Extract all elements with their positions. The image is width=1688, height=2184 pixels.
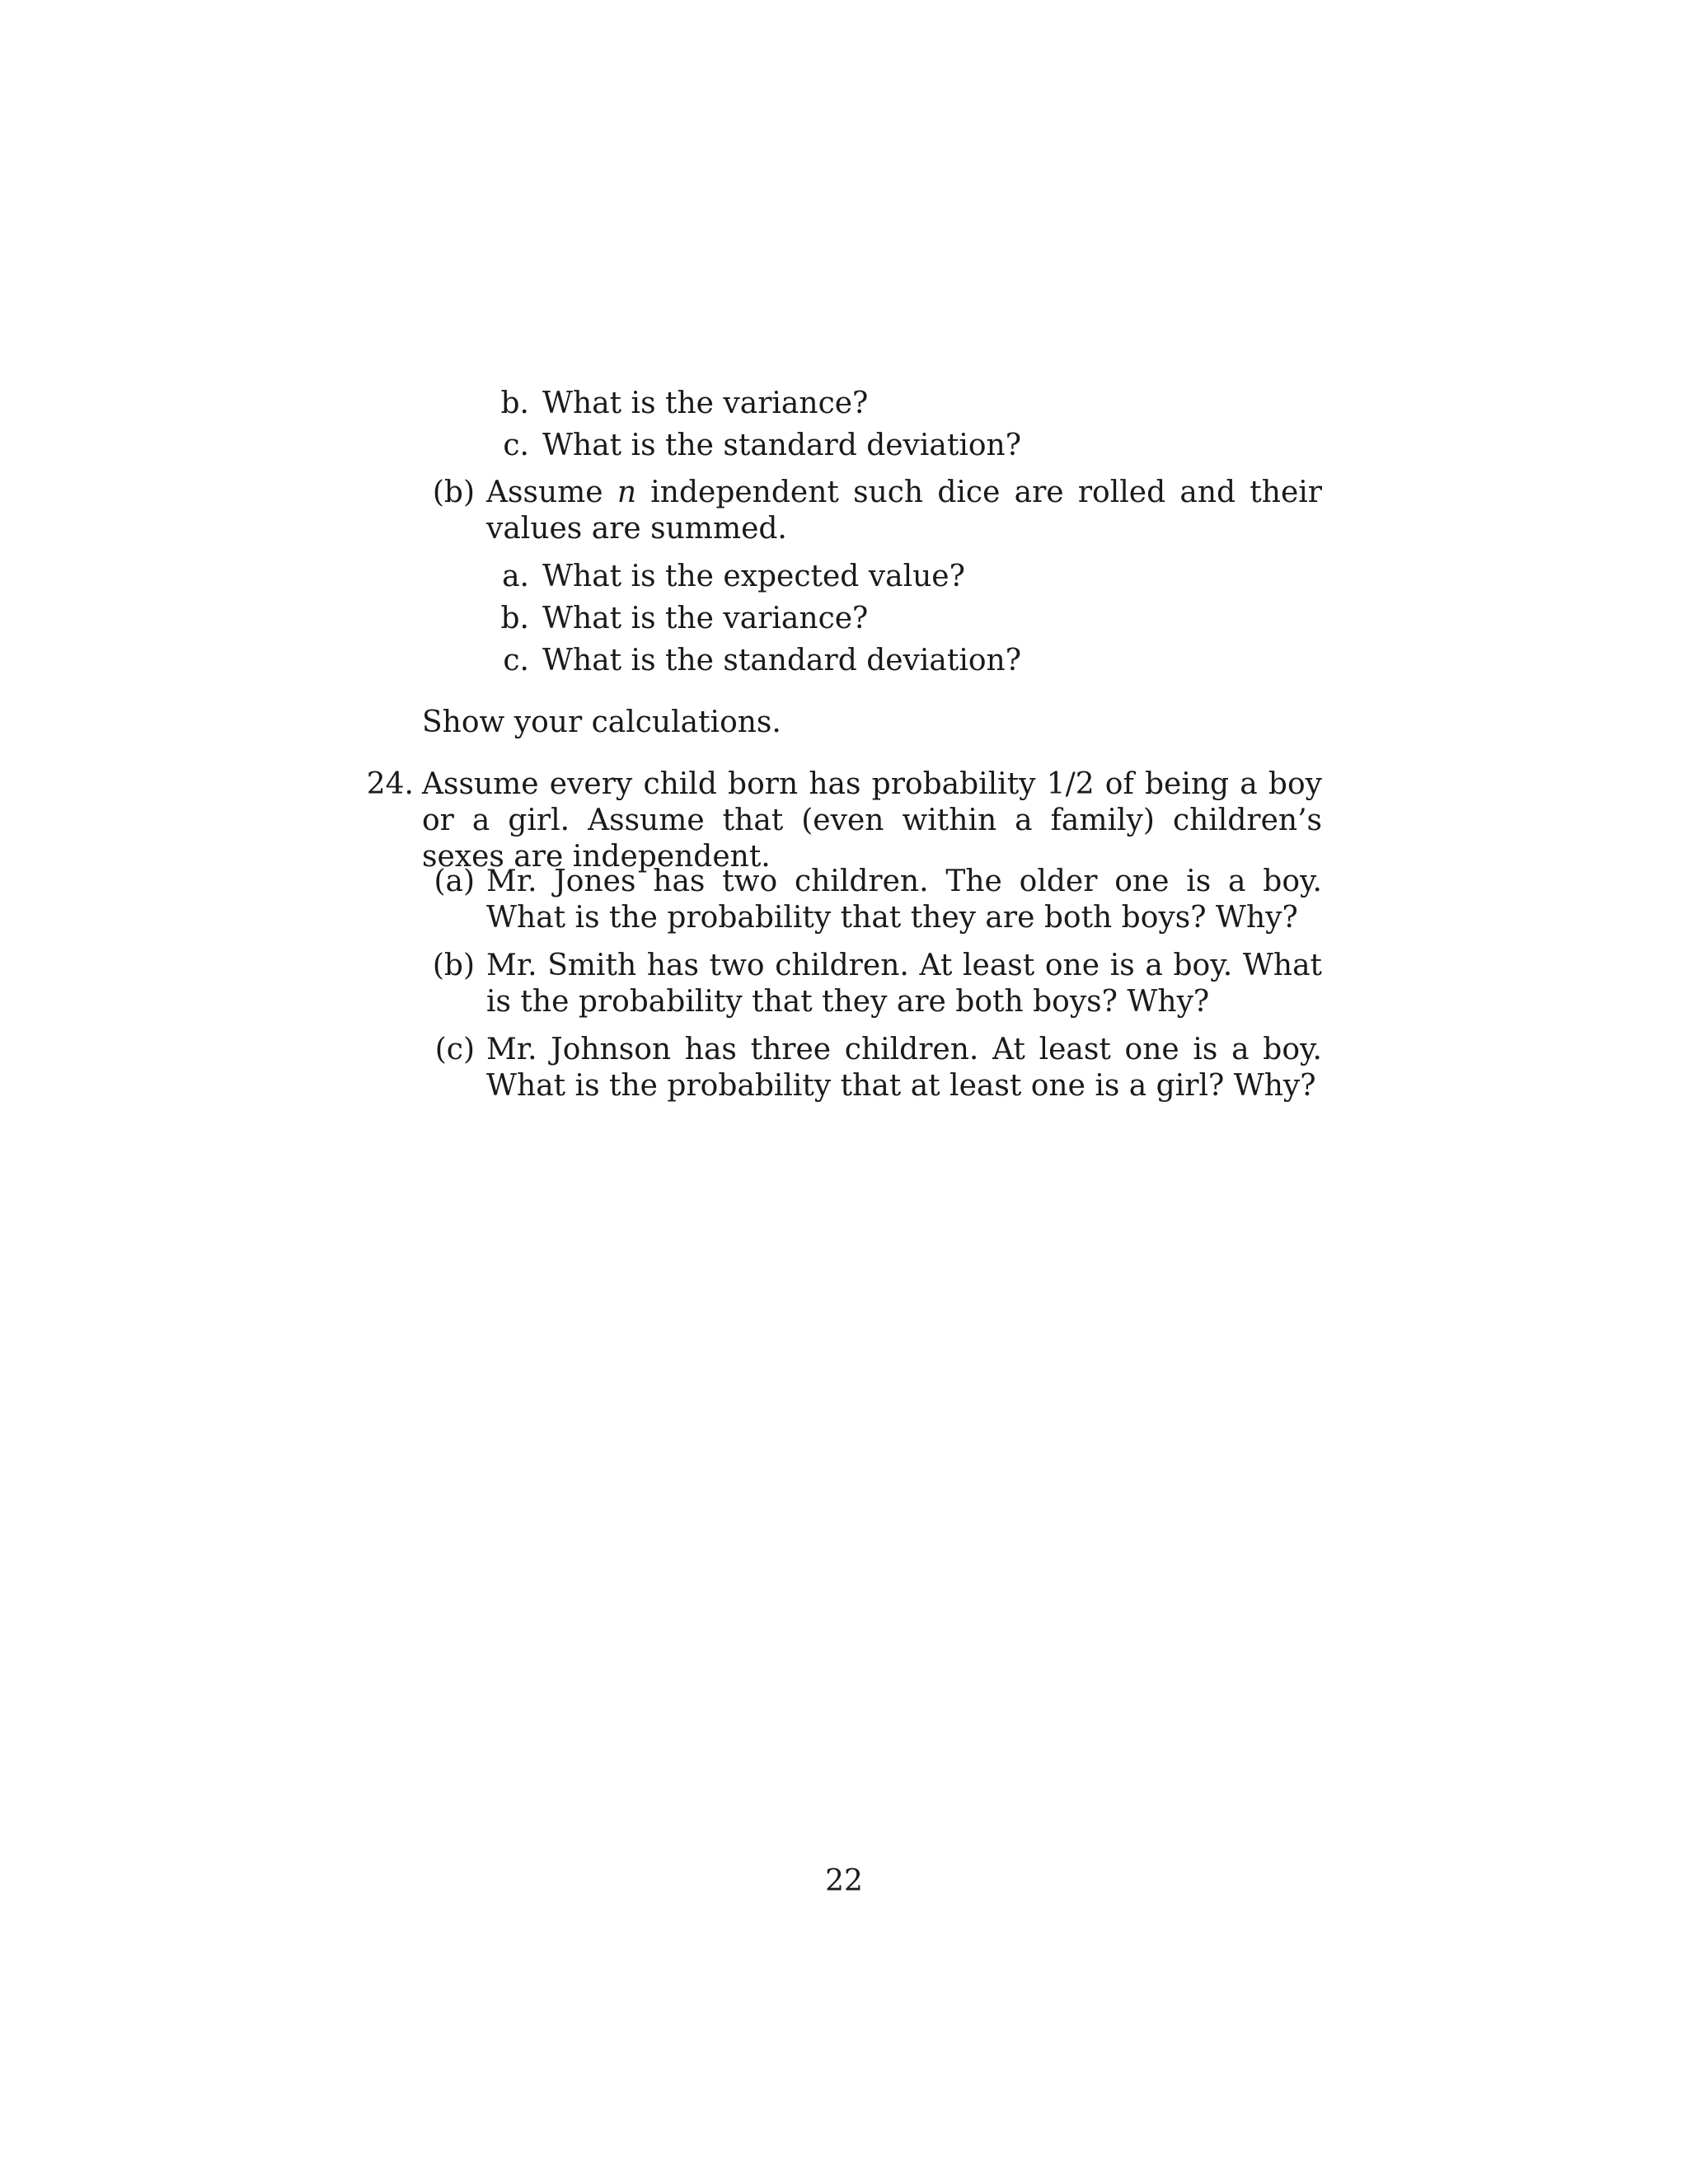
item-text-variance: What is the variance?	[542, 387, 869, 420]
item-label-b: b.	[500, 387, 529, 420]
part-b-item-label-a: a.	[502, 560, 529, 593]
problem-24-part-c-text: Mr. Johnson has three children. At least one is a boy. What is the probability that at least one is a girl? Why?	[486, 1033, 1322, 1103]
part-b-text-after: independent such dice are rolled and their values are summed.	[486, 476, 1322, 546]
problem-24-part-b-text: Mr. Smith has two children. At least one is a boy. What is the probability that they are both boys? Why?	[486, 949, 1322, 1019]
part-b-text-before: Assume	[486, 476, 617, 509]
part-b-math-n: n	[617, 476, 637, 509]
part-b-item-label-b: b.	[500, 602, 529, 635]
problem-24-paragraph: Assume every child born has probability 1/2 of being a boy or a girl. Assume that (even within a family) children’s sexes are independent.	[422, 767, 1322, 874]
page-number: 22	[825, 1864, 863, 1898]
part-b-item-label-c: c.	[503, 644, 529, 677]
item-label-c: c.	[503, 429, 529, 462]
item-text-std-dev: What is the standard deviation?	[542, 429, 1021, 462]
problem-24-number: 24.	[366, 767, 414, 801]
problem-24-part-b-label: (b)	[432, 949, 475, 982]
part-b-item-expected-value: What is the expected value?	[542, 560, 965, 593]
show-calculations-text: Show your calculations.	[422, 705, 781, 739]
part-b-item-variance: What is the variance?	[542, 602, 869, 635]
part-b-item-std-dev: What is the standard deviation?	[542, 644, 1021, 677]
part-b-label: (b)	[432, 476, 475, 509]
part-b-paragraph	[486, 475, 1322, 547]
problem-24-part-c-label: (c)	[434, 1033, 475, 1066]
problem-24-part-a-label: (a)	[434, 865, 475, 898]
problem-24-part-a-text: Mr. Jones has two children. The older one is a boy. What is the probability that they are both boys? Why?	[486, 865, 1322, 935]
